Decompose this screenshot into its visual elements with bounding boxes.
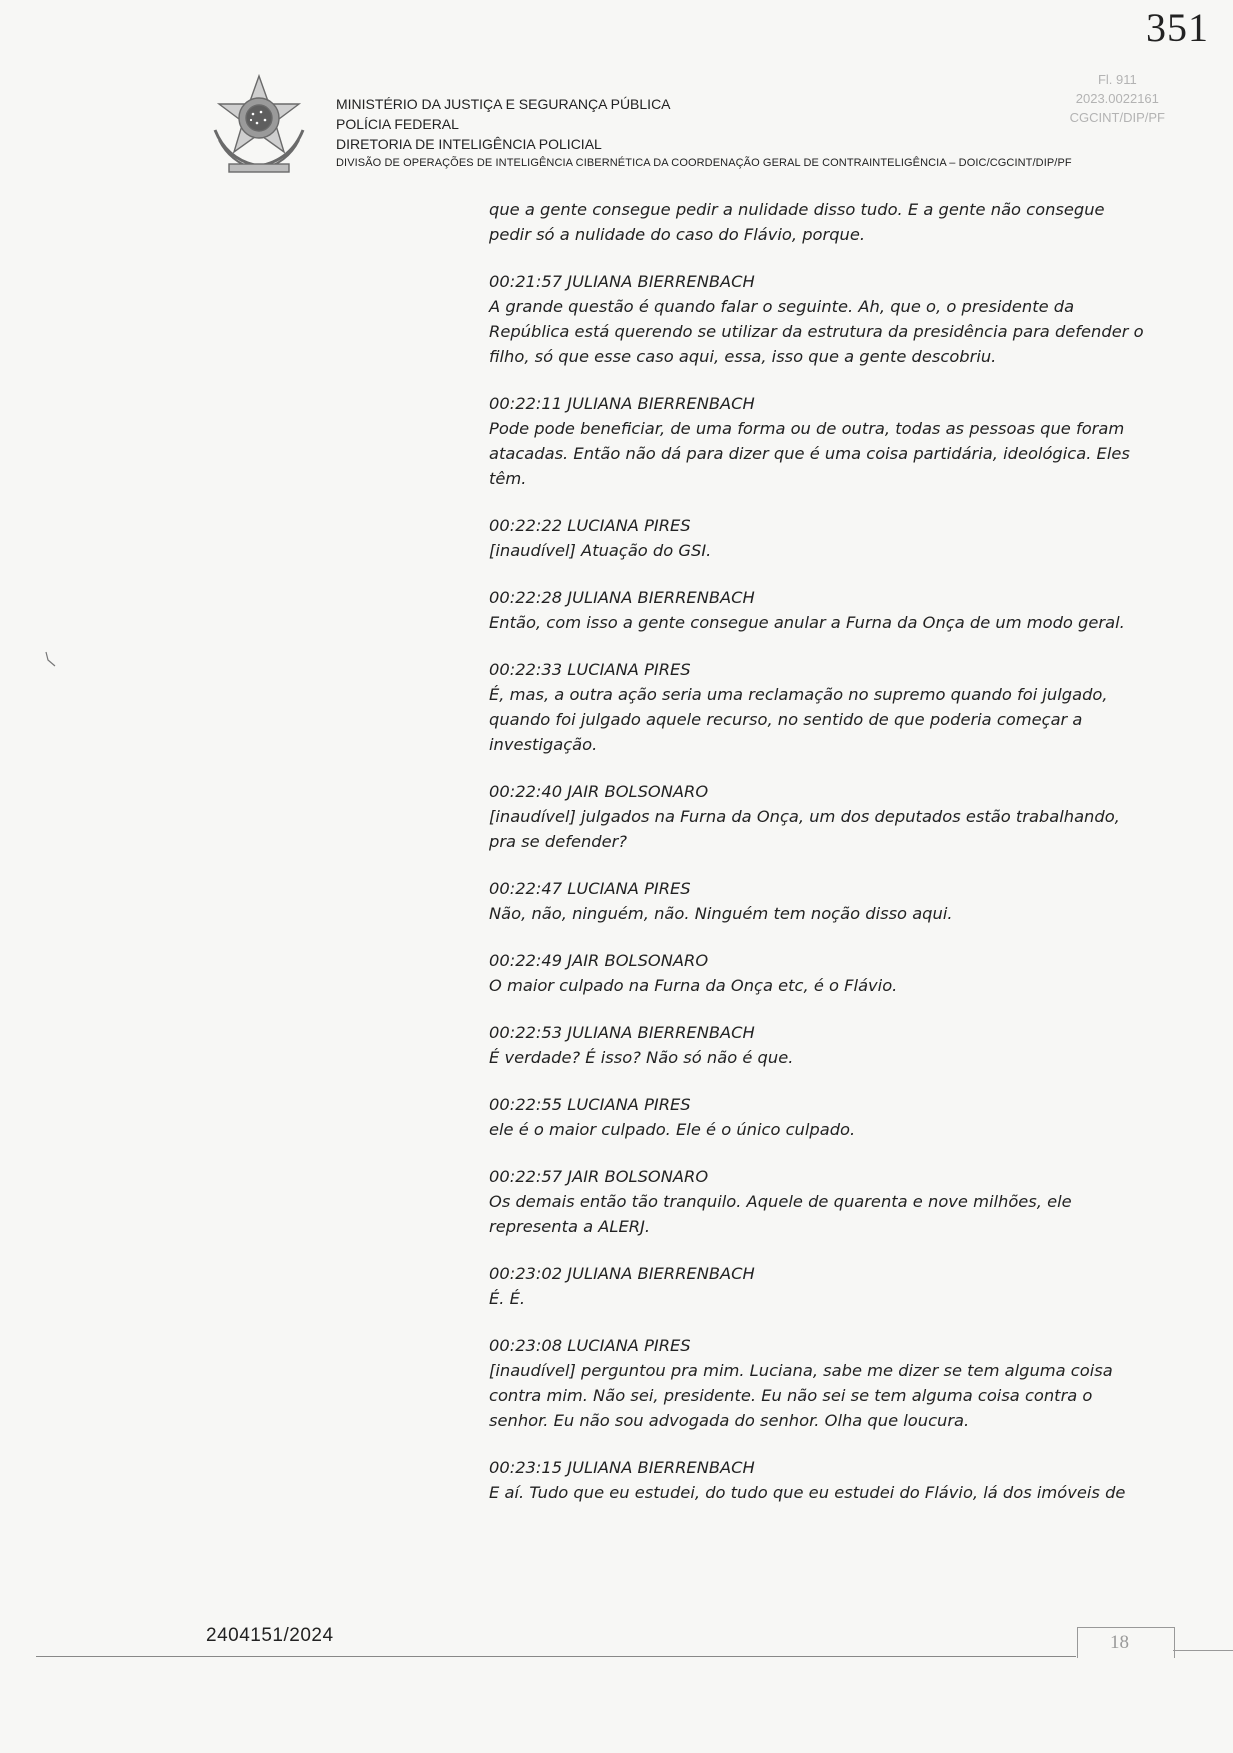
speaker-timestamp: 00:23:15 JULIANA BIERRENBACH: [489, 1458, 755, 1477]
utterance-text: É verdade? É isso? Não só não é que.: [489, 1048, 794, 1067]
coat-of-arms-icon: [205, 70, 313, 178]
header-directorate: DIRETORIA DE INTELIGÊNCIA POLICIAL: [336, 136, 602, 152]
utterance-text: É. É.: [489, 1289, 526, 1308]
utterance-text: [inaudível] julgados na Furna da Onça, um dos deputados estão trabalhando, pra se defender?: [489, 807, 1120, 851]
utterance-text: A grande questão é quando falar o seguinte. Ah, que o, o presidente da República está querendo se utilizar da estrutura da presidência para defender o filho, só que esse caso aqui, essa, isso que a gente descobriu.: [489, 297, 1144, 366]
footer-rule-tail: [1173, 1650, 1233, 1651]
speaker-timestamp: 00:23:02 JULIANA BIERRENBACH: [489, 1264, 755, 1283]
page-number: 351: [1146, 5, 1209, 50]
transcript-entry: [489, 779, 1149, 854]
utterance-text: ele é o maior culpado. Ele é o único culpado.: [489, 1120, 856, 1139]
stamp-unit: CGCINT/DIP/PF: [1069, 110, 1165, 125]
transcript: [489, 197, 1149, 1527]
footer-document-id: 2404151/2024: [206, 1625, 334, 1646]
stamp-process: 2023.0022161: [1075, 91, 1159, 106]
transcript-entry: [489, 1092, 1149, 1142]
transcript-entry: [489, 1261, 1149, 1311]
utterance-text: É, mas, a outra ação seria uma reclamação no supremo quando foi julgado, quando foi julgado aquele recurso, no sentido de que poderia começar a investigação.: [489, 685, 1108, 754]
stamp-folha: Fl. 911: [1097, 72, 1137, 87]
transcript-entry: [489, 876, 1149, 926]
speaker-timestamp: 00:22:55 LUCIANA PIRES: [489, 1095, 691, 1114]
utterance-text: Então, com isso a gente consegue anular a Furna da Onça de um modo geral.: [489, 613, 1125, 632]
speaker-timestamp: 00:23:08 LUCIANA PIRES: [489, 1336, 691, 1355]
header-institution: [336, 94, 1072, 172]
transcript-entry: [489, 1455, 1149, 1505]
speaker-timestamp: 00:22:33 LUCIANA PIRES: [489, 660, 691, 679]
speaker-timestamp: 00:22:49 JAIR BOLSONARO: [489, 951, 709, 970]
speaker-timestamp: 00:22:53 JULIANA BIERRENBACH: [489, 1023, 755, 1042]
utterance-text: que a gente consegue pedir a nulidade disso tudo. E a gente não consegue pedir só a nulidade do caso do Flávio, porque.: [489, 200, 1105, 244]
stray-pen-mark: [44, 650, 58, 668]
speaker-timestamp: 00:21:57 JULIANA BIERRENBACH: [489, 272, 755, 291]
utterance-text: [inaudível] perguntou pra mim. Luciana, sabe me dizer se tem alguma coisa contra mim. Não sei, presidente. Eu não sei se tem alguma coisa contra o senhor. Eu não sou advogada do senhor. Olha que loucura.: [489, 1361, 1113, 1430]
transcript-entry: [489, 391, 1149, 491]
transcript-entry: [489, 585, 1149, 635]
header-ministry: MINISTÉRIO DA JUSTIÇA E SEGURANÇA PÚBLICA: [336, 96, 671, 112]
utterance-text: Não, não, ninguém, não. Ninguém tem noção disso aqui.: [489, 904, 953, 923]
footer-sheet-number: 18: [1110, 1632, 1129, 1653]
transcript-entry: [489, 513, 1149, 563]
utterance-text: Pode pode beneficiar, de uma forma ou de outra, todas as pessoas que foram atacadas. Então não dá para dizer que é uma coisa partidária, ideológica. Eles têm.: [489, 419, 1130, 488]
transcript-entry: [489, 1333, 1149, 1433]
utterance-text: Os demais então tão tranquilo. Aquele de quarenta e nove milhões, ele representa a ALERJ.: [489, 1192, 1072, 1236]
utterance-text: [inaudível] Atuação do GSI.: [489, 541, 712, 560]
speaker-timestamp: 00:22:22 LUCIANA PIRES: [489, 516, 691, 535]
footer-rule: [36, 1656, 1076, 1657]
protocol-stamp: [1070, 70, 1165, 127]
speaker-timestamp: 00:22:57 JAIR BOLSONARO: [489, 1167, 709, 1186]
utterance-text: O maior culpado na Furna da Onça etc, é o Flávio.: [489, 976, 898, 995]
speaker-timestamp: 00:22:47 LUCIANA PIRES: [489, 879, 691, 898]
transcript-entry: [489, 197, 1149, 247]
speaker-timestamp: 00:22:11 JULIANA BIERRENBACH: [489, 394, 755, 413]
header-division: DIVISÃO DE OPERAÇÕES DE INTELIGÊNCIA CIBERNÉTICA DA COORDENAÇÃO GERAL DE CONTRAINTELIGÊNCIA – DOIC/CGCINT/DIP/PF: [336, 157, 1072, 169]
speaker-timestamp: 00:22:40 JAIR BOLSONARO: [489, 782, 709, 801]
transcript-entry: [489, 1164, 1149, 1239]
speaker-timestamp: 00:22:28 JULIANA BIERRENBACH: [489, 588, 755, 607]
transcript-entry: [489, 269, 1149, 369]
transcript-entry: [489, 1020, 1149, 1070]
transcript-entry: [489, 948, 1149, 998]
transcript-entry: [489, 657, 1149, 757]
header-police: POLÍCIA FEDERAL: [336, 116, 459, 132]
utterance-text: E aí. Tudo que eu estudei, do tudo que eu estudei do Flávio, lá dos imóveis de: [489, 1483, 1126, 1502]
